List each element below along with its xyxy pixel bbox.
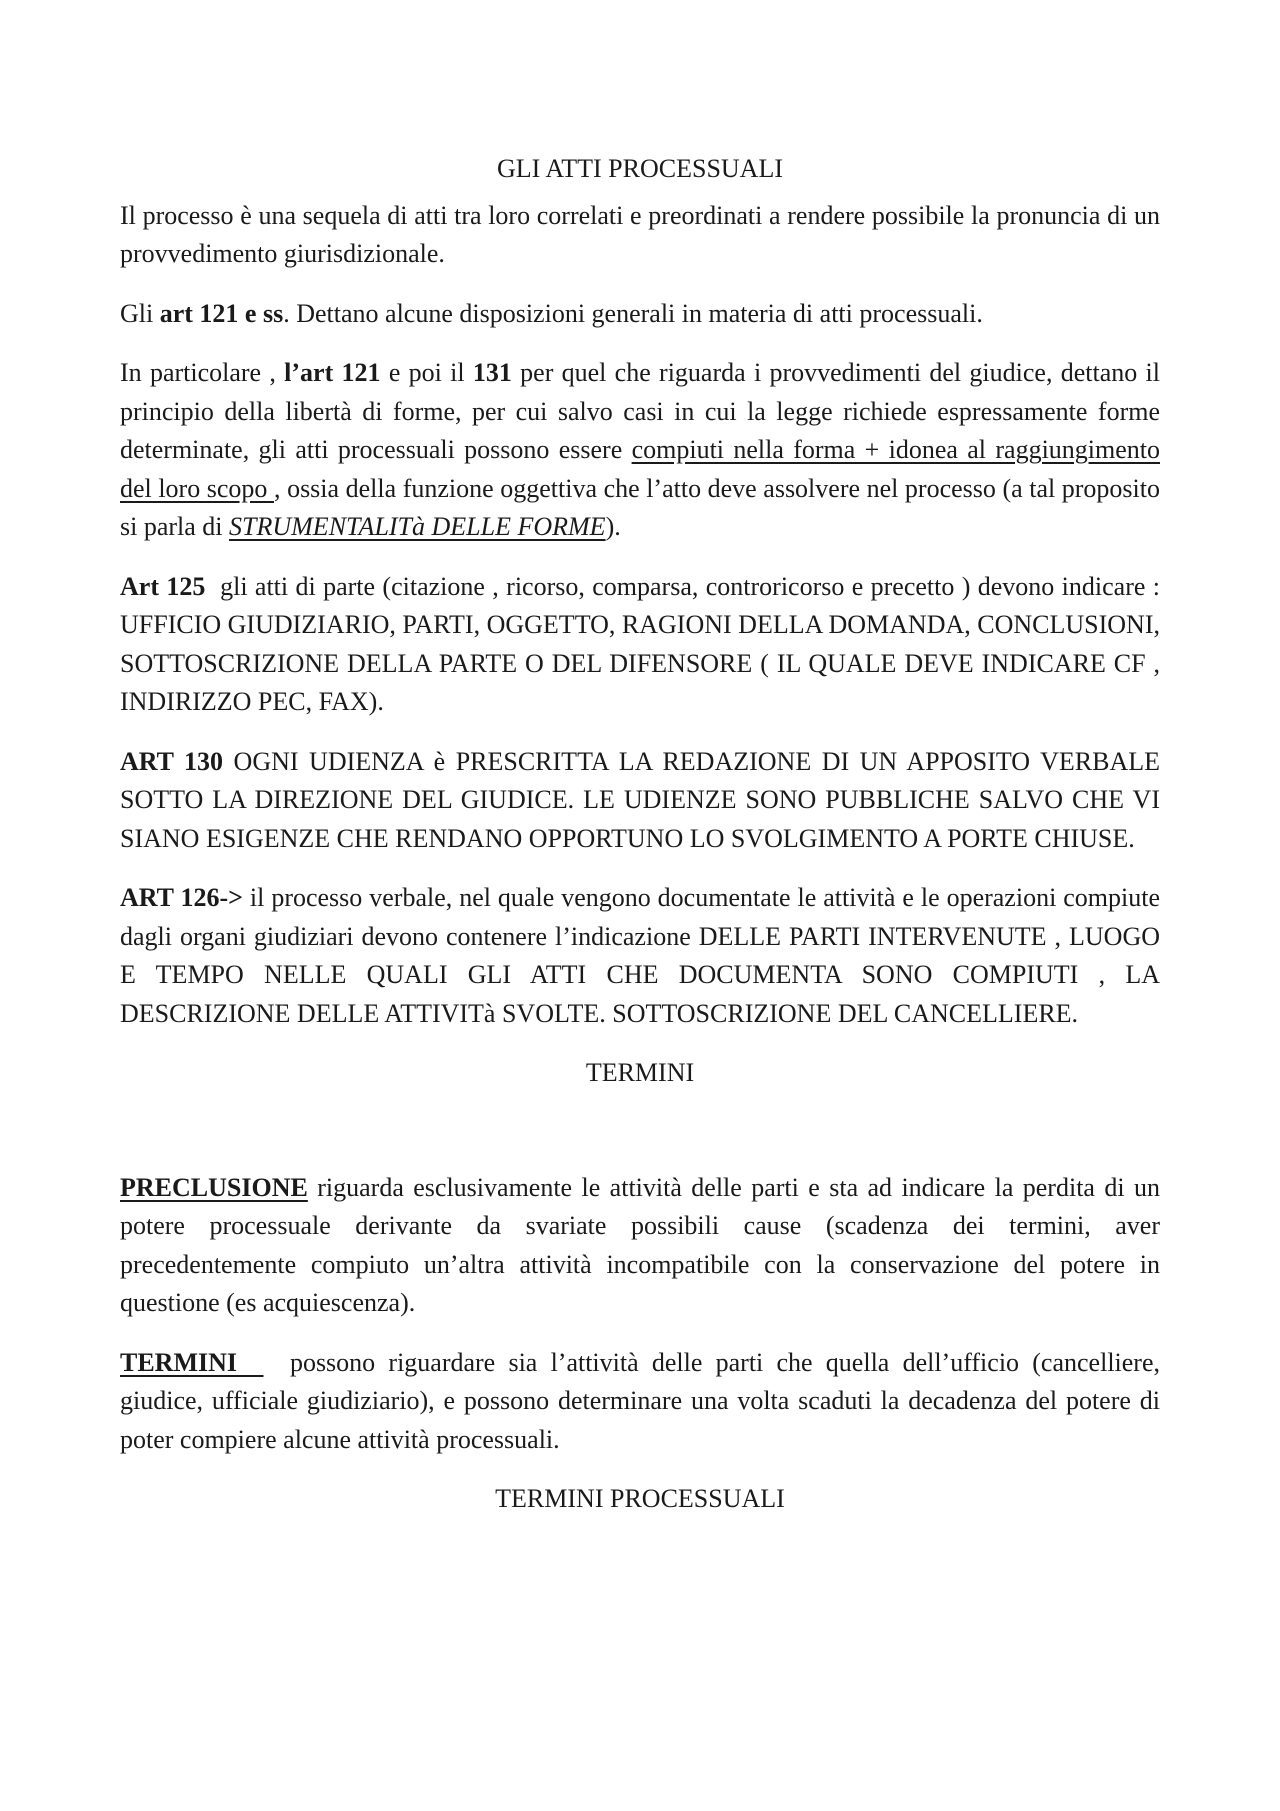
bold-reference: l’art 121 <box>284 358 381 387</box>
italic-underlined-text: STRUMENTALITà DELLE FORME <box>229 512 606 541</box>
document-title: GLI ATTI PROCESSUALI <box>496 154 783 183</box>
text-segment: e poi il <box>380 358 473 387</box>
paragraph-termini <box>120 1344 1167 1460</box>
bold-underlined-term: PRECLUSIONE <box>120 1172 308 1202</box>
text-segment: gli atti di parte (citazione , ricorso, comparsa, controricorso e precetto ) devono indicare : UFFICIO GIUDIZIARIO, PARTI, OGGETTO, RAGIONI DELLA DOMANDA, CONCLUSIONI, SOTTOSCRIZIONE DELLA PARTE O DEL DIFENSORE ( IL QUALE DEVE INDICARE CF , INDIRIZZO PEC, FAX). <box>120 571 1167 716</box>
paragraph-liberta-forme <box>120 354 1160 547</box>
underlined-text: compiuti nella forma + idonea al raggiungimento del loro scopo <box>120 435 1160 503</box>
bold-reference: 131 <box>472 358 512 387</box>
paragraph-art-126 <box>120 879 1160 1033</box>
text-segment: per quel che riguarda i provvedimenti del giudice, dettano il principio della libertà di forme, per cui salvo casi in cui la legge richiede espressamente forme determinate, gli atti processuali possono essere <box>120 358 1160 464</box>
bold-reference: ART 126-> <box>120 883 243 912</box>
paragraph-preclusione <box>120 1169 1160 1323</box>
paragraph-processo: Il processo è una sequela di atti tra loro correlati e preordinati a rendere possibile la pronuncia di un provvedimento giurisdizionale. <box>120 200 1160 268</box>
paragraph-art-130 <box>120 743 1160 859</box>
text-segment: , ossia della funzione oggettiva che l’atto deve assolvere nel processo (a tal proposito si parla di <box>120 473 1160 541</box>
text-segment: riguarda esclusivamente le attività delle parti e sta ad indicare la perdita di un potere processuale derivante da svariate possibili cause (scadenza dei termini, aver precedentemente compiuto un’altra attività incompatibile con la conservazione del potere in questione (es acquiescenza). <box>120 1172 1160 1317</box>
bold-reference: Art 125 <box>120 571 206 601</box>
paragraph-art-121-ss <box>120 295 1160 334</box>
text-segment: In particolare , <box>120 358 285 387</box>
text-segment: possono riguardare sia l’attività delle parti che quella dell’ufficio (cancelliere, giudice, ufficiale giudiziario), e possono determinare una volta scaduti la decadenza del potere di poter compiere alcune attività processuali. <box>120 1347 1167 1454</box>
section-heading-termini: TERMINI <box>585 1058 695 1087</box>
text-segment: il processo verbale, nel quale vengono documentate le attività e le operazioni compiute dagli organi giudiziari devono contenere l’indicazione DELLE PARTI INTERVENUTE , LUOGO E TEMPO NELLE QUALI GLI ATTI CHE DOCUMENTA SONO COMPIUTI , LA DESCRIZIONE DELLE ATTIVITà SVOLTE. SOTTOSCRIZIONE DEL CANCELLIERE. <box>120 883 1161 1028</box>
bold-reference: ART 130 <box>120 746 224 776</box>
text-segment: ). <box>605 512 621 541</box>
spacer <box>120 1101 1160 1169</box>
paragraph-art-125 <box>120 568 1167 722</box>
text-segment: . Dettano alcune disposizioni generali in materia di atti processuali. <box>283 298 983 328</box>
bold-reference: art 121 e ss <box>159 298 284 328</box>
document-page <box>120 150 1167 1527</box>
section-heading-termini-processuali: TERMINI PROCESSUALI <box>495 1484 785 1513</box>
text-segment: OGNI UDIENZA è PRESCRITTA LA REDAZIONE DI UN APPOSITO VERBALE SOTTO LA DIREZIONE DEL GIUDICE. LE UDIENZE SONO PUBBLICHE SALVO CHE VI SIANO ESIGENZE CHE RENDANO OPPORTUNO LO SVOLGIMENTO A PORTE CHIUSE. <box>120 746 1160 853</box>
bold-underlined-term: TERMINI <box>120 1347 264 1377</box>
text-segment: Gli <box>120 298 160 328</box>
